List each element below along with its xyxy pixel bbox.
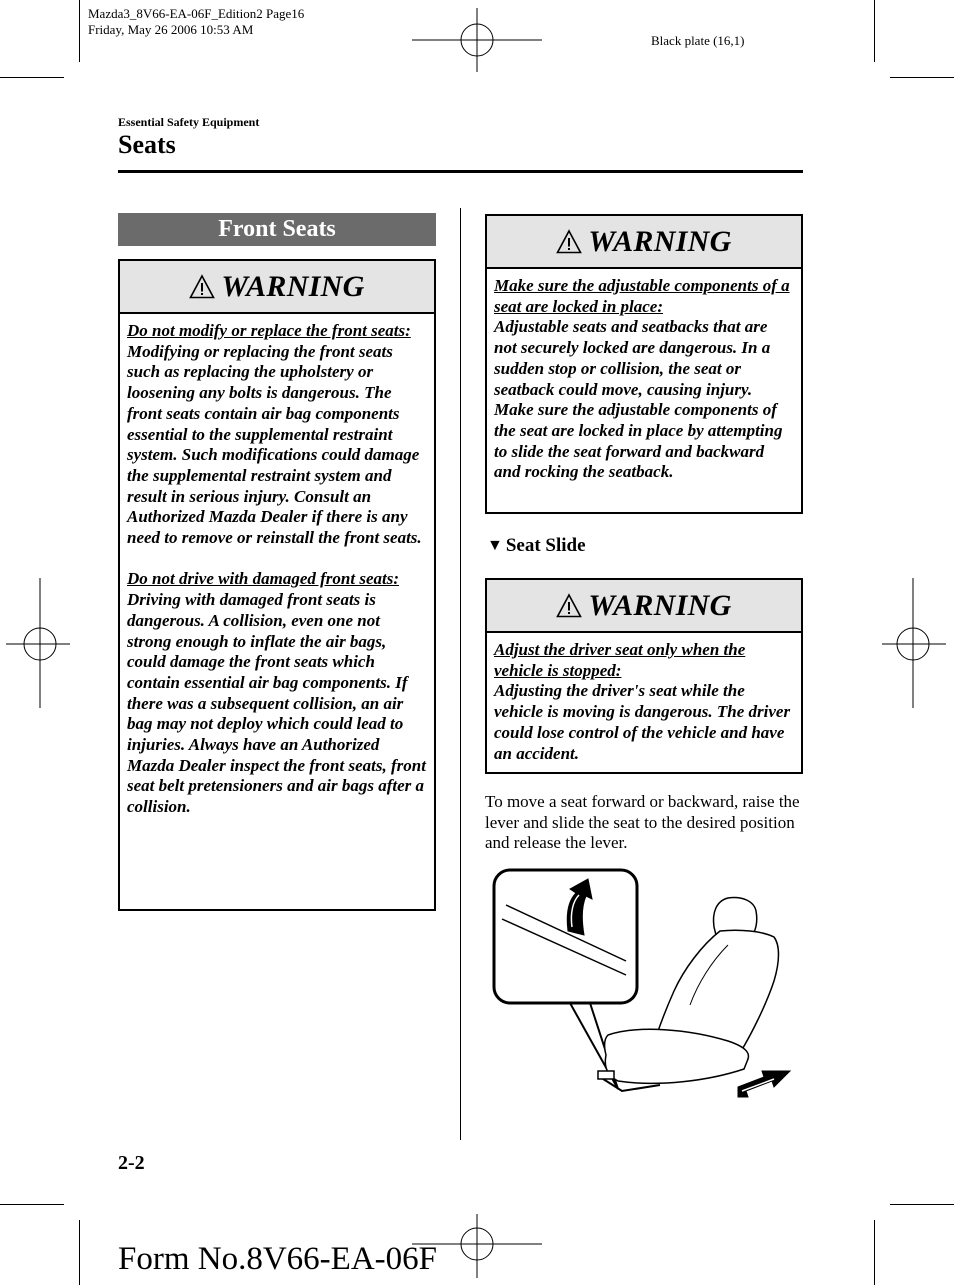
warning-heading: Do not modify or replace the front seats: [127,321,411,340]
warning-text: Adjusting the driver's seat while the vehicle is moving is dangerous. The driver could lose control of the vehicle and have an accident. [494,681,791,763]
seat-slide-warning-box [485,578,803,774]
warning-body [120,314,434,826]
form-number: Form No.8V66-EA-06F [118,1241,437,1277]
warning-triangle-icon [189,274,215,300]
warning-text: Driving with damaged front seats is dangerous. A collision, even one not strong enough to inflate the air bags, could damage the front seats which contain essential air bag components. If there was a subsequent collision, an air bag may not deploy which could lead to injuries. Always have an Authorized Mazda Dealer inspect the front seats, front seat belt pretensioners and air bags after a collision. [127,590,426,817]
page-number: 2-2 [118,1152,145,1174]
warning-title: WARNING [588,588,732,622]
column-divider [460,208,461,1140]
section-label: Essential Safety Equipment [118,115,260,129]
seat-slide-instruction: To move a seat forward or backward, raise the lever and slide the seat to the desired position and release the lever. [485,792,800,852]
front-seats-warning-box [118,259,436,911]
plate-label: Black plate (16,1) [651,33,745,48]
warning-triangle-icon [556,229,582,255]
warning-text: Adjustable seats and seatbacks that are not securely locked are dangerous. In a sudden stop or collision, the seat or seatback could move, causing injury. Make sure the adjustable components of the seat are locked in place by attempting to slide the seat forward and backward and rocking the seatback. [494,317,783,482]
seat-slide-heading [487,535,586,557]
warning-heading: Adjust the driver seat only when the vehicle is stopped: [494,640,746,680]
page-title: Seats [118,130,176,159]
triangle-marker-icon: ▼ [487,537,503,554]
warning-header [487,580,801,633]
front-seats-banner: Front Seats [118,213,436,246]
seat-slide-illustration [488,865,798,1105]
warning-header [487,216,801,269]
registration-mark-right [882,578,946,708]
warning-title: WARNING [588,224,732,258]
registration-mark-left [6,578,70,708]
print-job-info [88,6,304,38]
registration-mark-top [412,8,542,72]
title-rule [118,170,803,173]
warning-body [487,633,801,772]
seat-lock-warning-box [485,214,803,514]
warning-title: WARNING [221,269,365,303]
warning-heading: Do not drive with damaged front seats: [127,569,400,589]
warning-body [487,269,801,491]
warning-triangle-icon [556,593,582,619]
warning-heading: Make sure the adjustable components of a seat are locked in place: [494,276,790,316]
print-info-line-2: Friday, May 26 2006 10:53 AM [88,22,254,37]
warning-header [120,261,434,314]
warning-text: Modifying or replacing the front seats such as replacing the upholstery or loosening any bolts is dangerous. The front seats contain air bag components essential to the supplemental restraint system. Such modifications could damage the supplemental restraint system and result in serious injury. Consult an Authorized Mazda Dealer if there is any need to remove or reinstall the front seats. [127,341,422,548]
print-info-line-1: Mazda3_8V66-EA-06F_Edition2 Page16 [88,6,305,21]
seat-slide-title: Seat Slide [505,535,586,556]
